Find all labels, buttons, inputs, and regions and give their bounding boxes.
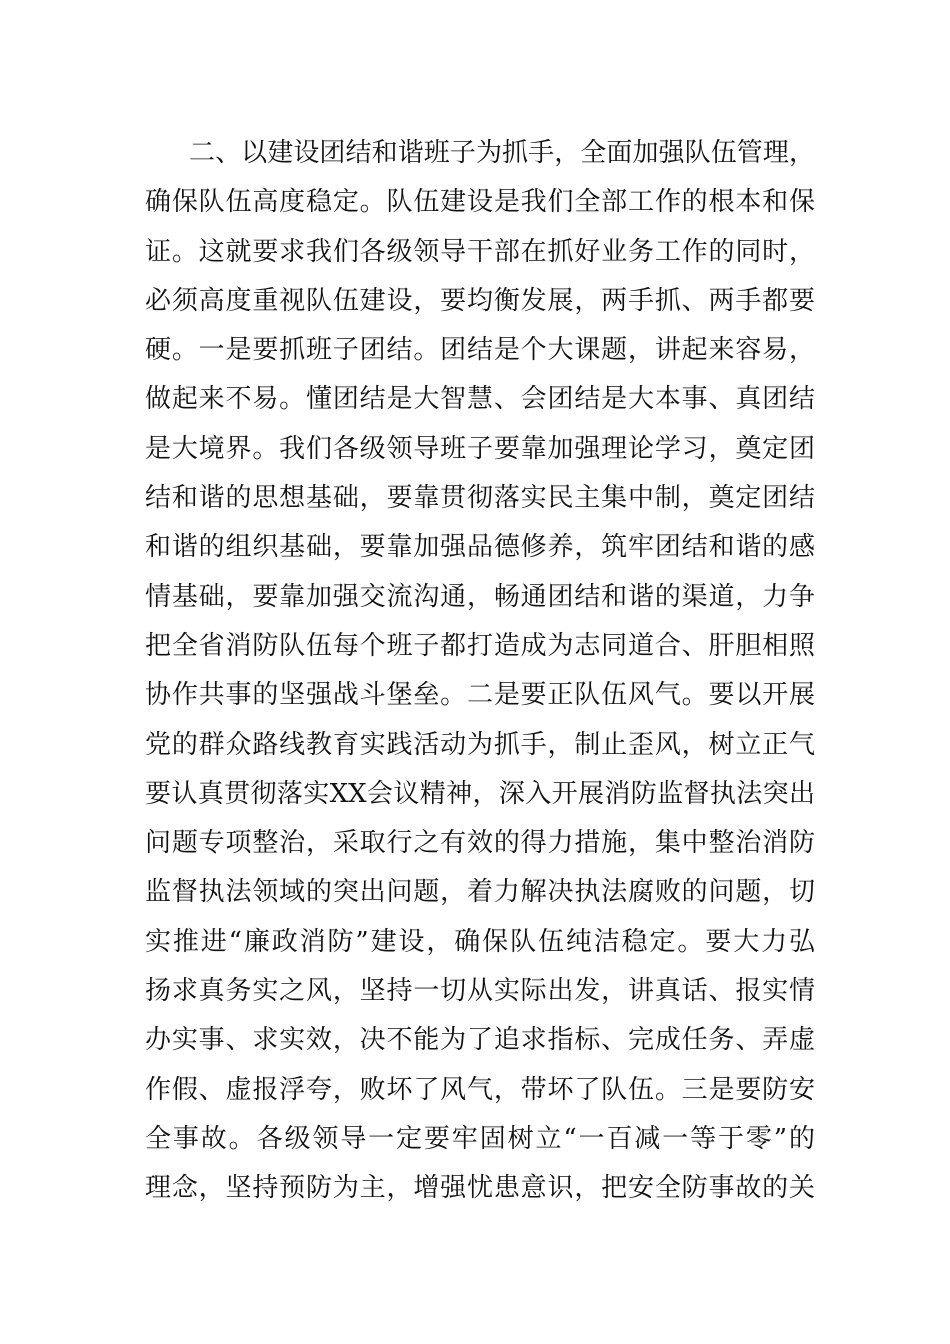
text-line: 硬。一是要抓班子团结。团结是个大课题，讲起来容易， <box>145 335 815 366</box>
text-line: 证。这就要求我们各级领导干部在抓好业务工作的同时， <box>145 236 815 267</box>
text-line: 是大境界。我们各级领导班子要靠加强理论学习，奠定团 <box>145 433 815 464</box>
text-line: 理念，坚持预防为主，增强忧患意识，把安全防事故的关 <box>145 1173 815 1204</box>
text-line: 协作共事的坚强战斗堡垒。二是要正队伍风气。要以开展 <box>145 680 815 711</box>
text-line: 确保队伍高度稳定。队伍建设是我们全部工作的根本和保 <box>145 187 815 218</box>
text-line: 实推进“廉政消防”建设，确保队伍纯洁稳定。要大力弘 <box>145 926 815 957</box>
text-line: 二、以建设团结和谐班子为抓手，全面加强队伍管理， <box>189 138 815 168</box>
text-line: 必须高度重视队伍建设，要均衡发展，两手抓、两手都要 <box>145 285 815 316</box>
text-line: 问题专项整治，采取行之有效的得力措施，集中整治消防 <box>145 828 815 859</box>
text-line: 要认真贯彻落实XX会议精神，深入开展消防监督执法突出 <box>145 778 815 809</box>
text-line: 做起来不易。懂团结是大智慧、会团结是大本事、真团结 <box>145 384 815 415</box>
text-line: 全事故。各级领导一定要牢固树立“一百减一等于零”的 <box>145 1123 815 1154</box>
text-line: 扬求真务实之风，坚持一切从实际出发，讲真话、报实情 <box>145 976 815 1007</box>
text-line: 把全省消防队伍每个班子都打造成为志同道合、肝胆相照 <box>145 630 815 661</box>
text-line: 情基础，要靠加强交流沟通，畅通团结和谐的渠道，力争 <box>145 581 815 612</box>
text-line: 作假、虚报浮夸，败坏了风气，带坏了队伍。三是要防安 <box>145 1074 815 1105</box>
body-paragraph <box>145 129 815 1214</box>
text-line: 办实事、求实效，决不能为了追求指标、完成任务、弄虚 <box>145 1025 815 1056</box>
text-line: 监督执法领域的突出问题，着力解决执法腐败的问题，切 <box>145 877 815 908</box>
text-line: 结和谐的思想基础，要靠贯彻落实民主集中制，奠定团结 <box>145 483 815 514</box>
text-line: 党的群众路线教育实践活动为抓手，制止歪风，树立正气 <box>145 729 815 760</box>
text-line: 和谐的组织基础，要靠加强品德修养，筑牢团结和谐的感 <box>145 532 815 563</box>
